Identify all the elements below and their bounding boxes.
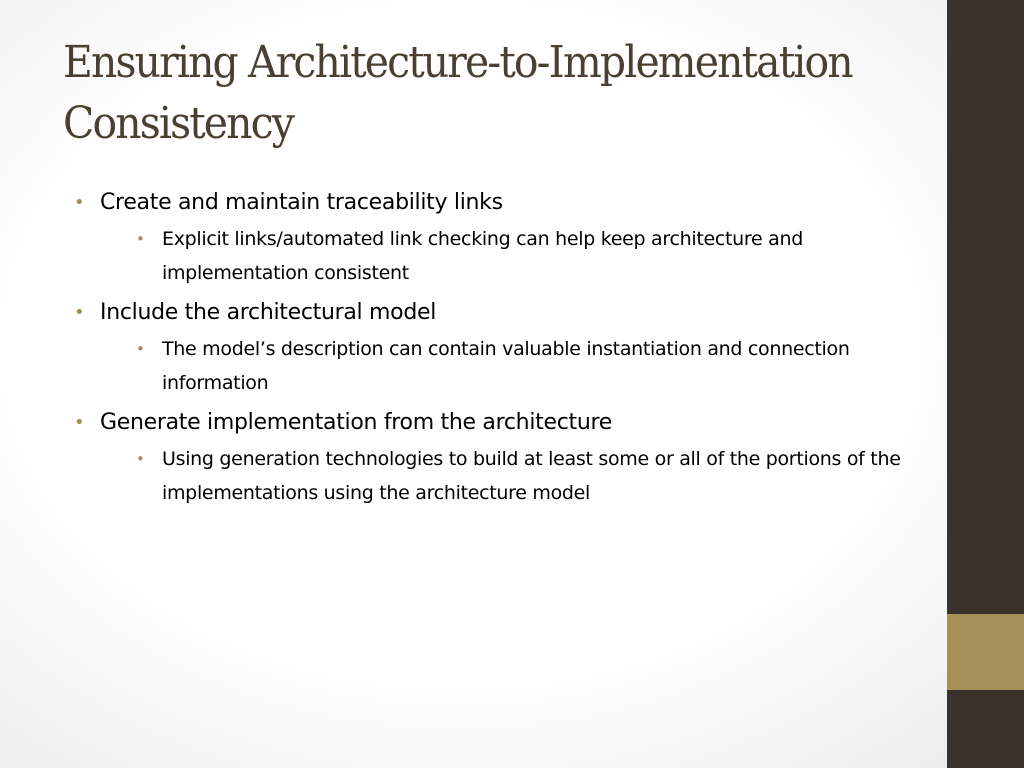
sub-bullet-item	[128, 222, 912, 290]
sub-bullet-text: Using generation technologies to build at least some or all of the portions of the implementations using the architecture model	[162, 448, 901, 504]
sub-bullet-text: The model’s description can contain valuable instantiation and connection information	[162, 338, 850, 394]
bullet-item	[72, 406, 912, 510]
bullet-dot-icon: •	[136, 450, 145, 468]
bullet-dot-icon: •	[74, 302, 85, 323]
sidebar-dark-block-bottom	[947, 690, 1024, 768]
sidebar-accent-block	[947, 614, 1024, 690]
bullet-dot-icon: •	[74, 412, 85, 433]
sub-bullet-list	[100, 222, 912, 290]
slide-body	[72, 186, 912, 516]
bullet-text: Generate implementation from the architecture	[100, 410, 612, 435]
bullet-item	[72, 296, 912, 400]
bullet-dot-icon: •	[136, 230, 145, 248]
sub-bullet-list	[100, 442, 912, 510]
bullet-dot-icon: •	[136, 340, 145, 358]
sidebar-dark-block	[947, 0, 1024, 614]
slide-title: Ensuring Architecture-to-Implementation Consistency	[63, 37, 852, 149]
sub-bullet-item	[128, 332, 912, 400]
bullet-list	[72, 186, 912, 510]
bullet-text: Create and maintain traceability links	[100, 190, 503, 215]
sub-bullet-text: Explicit links/automated link checking can help keep architecture and implementation consistent	[162, 228, 803, 284]
sub-bullet-list	[100, 332, 912, 400]
decorative-sidebar	[947, 0, 1024, 768]
bullet-text: Include the architectural model	[100, 300, 437, 325]
sub-bullet-item	[128, 442, 912, 510]
bullet-dot-icon: •	[74, 192, 85, 213]
bullet-item	[72, 186, 912, 290]
